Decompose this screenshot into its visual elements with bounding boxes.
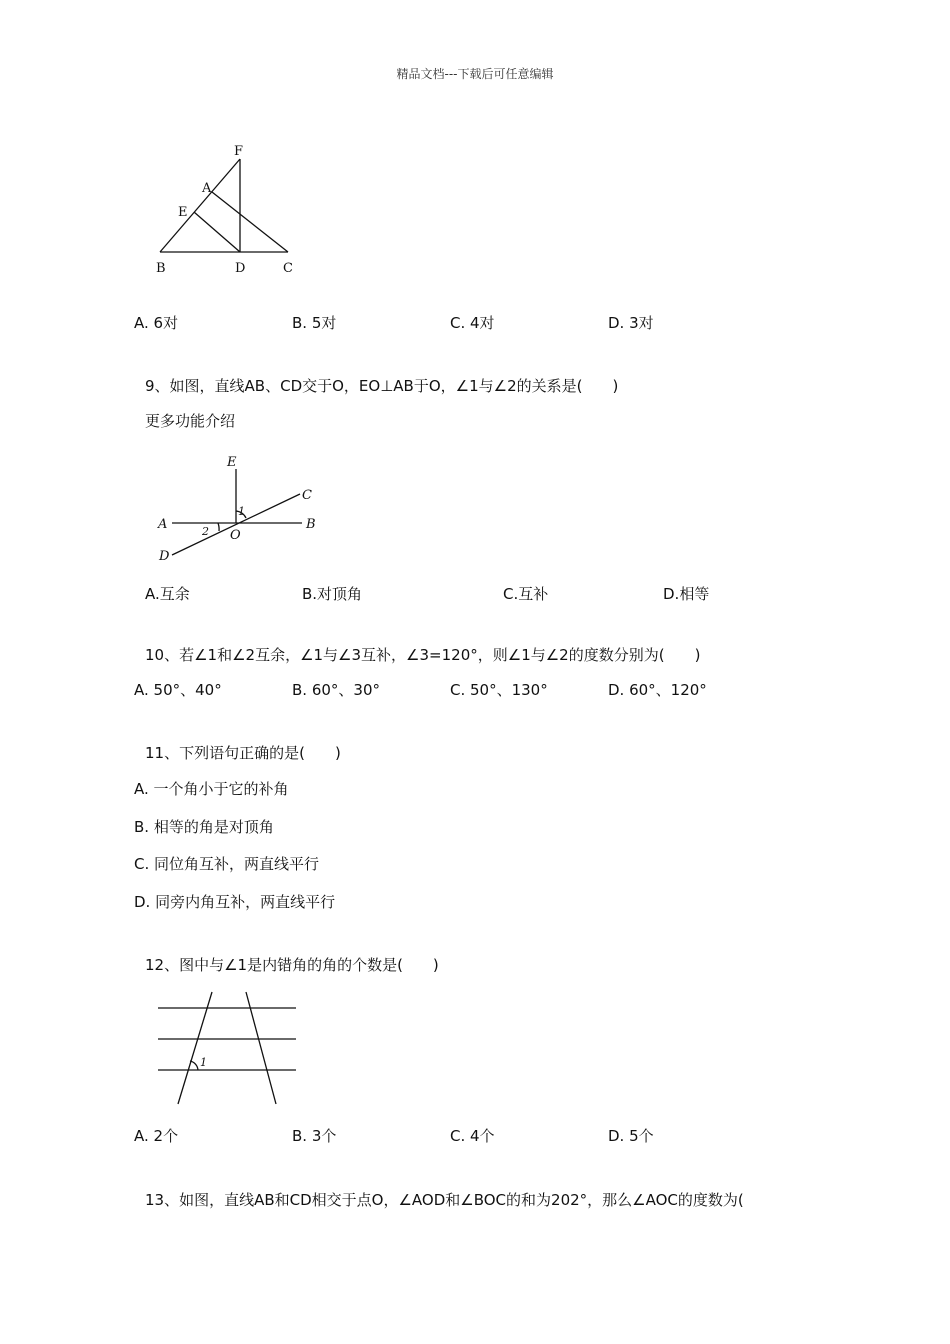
angle-label-2: 2 — [202, 525, 209, 538]
q9-figure — [150, 450, 330, 570]
q12-figure — [150, 988, 310, 1113]
q11-option-a: A. 一个角小于它的补角 — [134, 780, 289, 798]
q10-option-a: A. 50°、40° — [134, 681, 222, 699]
angle-label-1: 1 — [238, 505, 245, 518]
q12-option-c: C. 4个 — [450, 1127, 495, 1145]
q9-option-c: C.互补 — [503, 585, 549, 603]
q13-stem: 13、如图，直线AB和CD相交于点O，∠AOD和∠BOC的和为202°，那么∠AOC的度数为( — [145, 1191, 744, 1209]
q10-stem: 10、若∠1和∠2互余，∠1与∠3互补，∠3=120°，则∠1与∠2的度数分别为( ) — [145, 646, 701, 664]
point-label-c: C — [302, 488, 312, 503]
q10-option-b: B. 60°、30° — [292, 681, 381, 699]
q10-option-d: D. 60°、120° — [608, 681, 707, 699]
page-header: 精品文档---下载后可任意编辑 — [396, 67, 554, 81]
point-label-d: D — [159, 549, 170, 564]
segment-ed — [194, 212, 240, 252]
q11-stem: 11、下列语句正确的是( ) — [145, 744, 341, 762]
q12-option-a: A. 2个 — [134, 1127, 179, 1145]
q11-option-b: B. 相等的角是对顶角 — [134, 818, 274, 836]
point-label-f: F — [234, 144, 244, 159]
q12-option-b: B. 3个 — [292, 1127, 337, 1145]
point-label-a: A — [158, 517, 168, 532]
q8-figure — [150, 140, 310, 280]
point-label-e: E — [227, 455, 237, 470]
point-label-a: A — [202, 181, 212, 196]
q9-option-d: D.相等 — [663, 585, 710, 603]
q12-option-d: D. 5个 — [608, 1127, 654, 1145]
q11-option-c: C. 同位角互补，两直线平行 — [134, 855, 320, 873]
q9-note: 更多功能介绍 — [145, 412, 236, 430]
point-label-d: D — [235, 261, 246, 276]
point-label-e: E — [178, 205, 188, 220]
transversal-left — [178, 992, 212, 1104]
point-label-b: B — [156, 261, 166, 276]
q8-option-d: D. 3对 — [608, 314, 654, 332]
q10-option-c: C. 50°、130° — [450, 681, 548, 699]
point-label-c: C — [283, 261, 293, 276]
q11-option-d: D. 同旁内角互补，两直线平行 — [134, 893, 336, 911]
q12-stem: 12、图中与∠1是内错角的角的个数是( ) — [145, 956, 439, 974]
segment-ac — [212, 192, 288, 252]
angle-label-1: 1 — [200, 1056, 207, 1069]
q9-option-b: B.对顶角 — [302, 585, 363, 603]
q8-option-b: B. 5对 — [292, 314, 337, 332]
point-label-o: O — [230, 528, 241, 543]
q8-option-a: A. 6对 — [134, 314, 179, 332]
segment-bf — [160, 159, 240, 252]
point-label-b: B — [306, 517, 316, 532]
q9-stem: 9、如图，直线AB、CD交于O，EO⊥AB于O，∠1与∠2的关系是( ) — [145, 377, 619, 395]
q8-option-c: C. 4对 — [450, 314, 495, 332]
transversal-right — [246, 992, 276, 1104]
q9-option-a: A.互余 — [145, 585, 190, 603]
angle-2-arc — [218, 523, 219, 531]
